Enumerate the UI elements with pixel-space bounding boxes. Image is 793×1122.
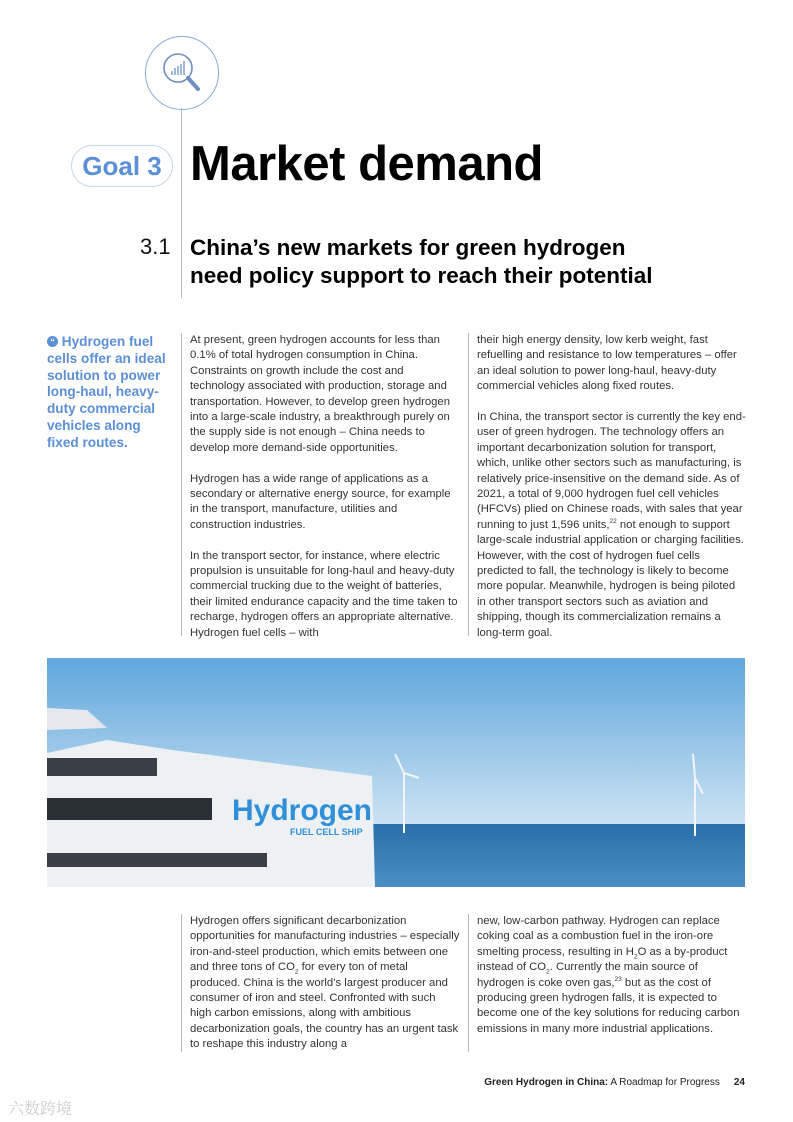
text: new, low-carbon pathway. Hydrogen can replace coking coal as a combustion fuel in the iron-ore smelting process, resulting in H bbox=[477, 915, 720, 958]
body-column-2 bbox=[477, 333, 747, 657]
body-column-3 bbox=[190, 914, 460, 1068]
paragraph: In the transport sector, for instance, where electric propulsion is unsuitable for long-haul and heavy-duty commercial trucking due to the weight of batteries, their limited endurance capacity and the time taken to recharge, hydrogen offers an appropriate alternative. Hydrogen fuel cells – with bbox=[190, 549, 458, 639]
footer-subtitle: A Roadmap for Progress bbox=[608, 1077, 720, 1088]
ship-hull-subtext: FUEL CELL SHIP bbox=[290, 827, 363, 837]
paragraph bbox=[477, 410, 747, 641]
body-column-4 bbox=[477, 914, 747, 1053]
paragraph: At present, green hydrogen accounts for less than 0.1% of total hydrogen consumption in China. Constraints on growth include the cost and technology associated with production, storage and transportation. However, to develop green hydrogen into a large-scale industry, a breakthrough purely on the supply side is not enough – China needs to develop more demand-side opportunities. bbox=[190, 334, 450, 454]
divider bbox=[468, 914, 469, 1052]
section-title bbox=[190, 234, 710, 290]
goal-badge: Goal 3 bbox=[71, 145, 173, 187]
section-title-line: China’s new markets for green hydrogen bbox=[190, 235, 626, 260]
body-column-1 bbox=[190, 333, 460, 656]
text: for every ton of metal produced. China is the world’s largest producer and consumer of iron and steel. Confronted with such high carbon emissions, along with ambitious decarbonization goals, the country has an urgent task to reshape this industry along a bbox=[190, 961, 459, 1051]
section-title-line: need policy support to reach their potential bbox=[190, 263, 653, 288]
text: Hydrogen offers significant decarbonization opportunities for manufacturing industries – especially iron-and-steel production, which emits between one and three tons of CO bbox=[190, 915, 460, 974]
page-title: Market demand bbox=[190, 137, 543, 191]
page-number: 24 bbox=[733, 1077, 745, 1088]
subscript: 2 bbox=[633, 953, 638, 961]
divider bbox=[468, 333, 469, 636]
subscript: 2 bbox=[294, 968, 299, 976]
paragraph: Hydrogen has a wide range of applications as a secondary or alternative energy source, for example in the transport, manufacture, utilities and construction industries. bbox=[190, 472, 451, 531]
footnote-ref[interactable]: 22 bbox=[609, 518, 617, 526]
footer-title: Green Hydrogen in China: bbox=[484, 1077, 609, 1088]
pull-quote-text: Hydrogen fuel cells offer an ideal solution to power long-haul, heavy-duty commercial vehicles along fixed routes. bbox=[47, 334, 166, 450]
pull-quote bbox=[47, 334, 172, 452]
text: but as the cost of producing green hydrogen falls, it is expected to become one of the key solutions for reducing carbon emissions in many more industrial applications. bbox=[477, 976, 740, 1035]
quote-icon: “ bbox=[47, 336, 58, 347]
paragraph bbox=[190, 914, 460, 1053]
hydrogen-ship-photo bbox=[47, 658, 745, 887]
footnote-ref[interactable]: 23 bbox=[614, 975, 622, 983]
divider bbox=[181, 108, 182, 298]
text: . Currently the main source of hydrogen is coke oven gas, bbox=[477, 961, 698, 989]
paragraph bbox=[477, 914, 747, 1037]
magnifier-chart-icon bbox=[145, 36, 219, 110]
subscript: 2 bbox=[546, 968, 550, 976]
watermark: 六数跨境 bbox=[8, 1101, 73, 1118]
text: In China, the transport sector is currently the key end-user of green hydrogen. The technology offers an important decarbonization solution for transport, which, unlike other sectors such as manufacturing, is relatively price-insensitive on the demand side. As of 2021, a total of 9,000 hydrogen fuel cell vehicles (HFCVs) plied on Chinese roads, with sales that year running to just 1,596 units, bbox=[477, 411, 746, 531]
paragraph: their high energy density, low kerb weight, fast refuelling and resistance to low temperatures – offer an ideal solution to power long-haul, heavy-duty commercial vehicles along fixed routes. bbox=[477, 334, 737, 393]
ship-hull-text: Hydrogen bbox=[232, 794, 373, 827]
section-number: 3.1 bbox=[140, 234, 171, 259]
page-footer bbox=[484, 1077, 745, 1088]
divider bbox=[181, 333, 182, 636]
text: not enough to support large-scale industrial application or charging facilities. However, with the cost of hydrogen fuel cells predicted to fall, the technology is likely to become more popular. Meanwhile, hydrogen is being piloted in other transport sectors such as aviation and shipping, though its commercialization remains a long-term goal. bbox=[477, 518, 744, 639]
divider bbox=[181, 914, 182, 1052]
text: O as a by-product instead of CO bbox=[477, 945, 728, 974]
